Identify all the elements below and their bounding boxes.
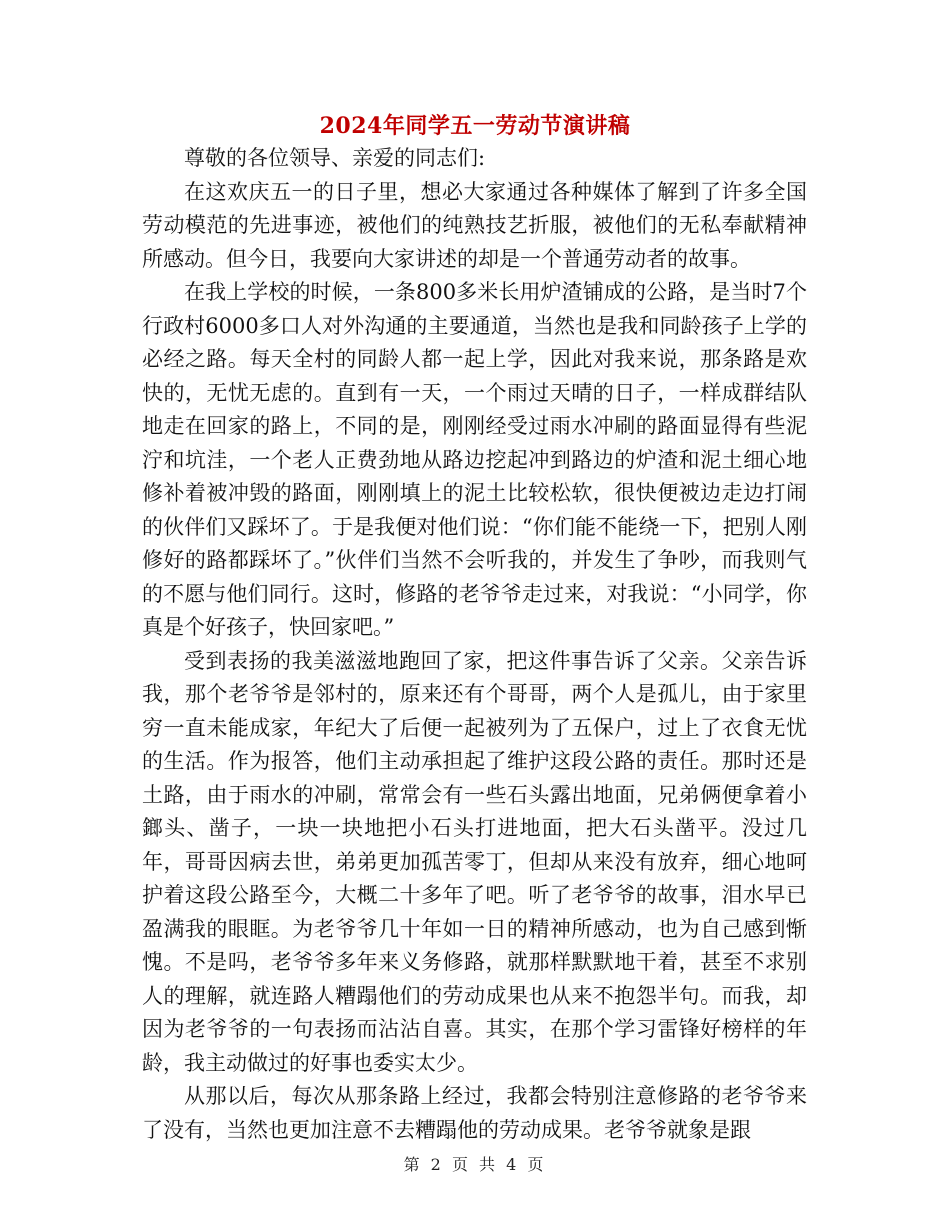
paragraph-2: 在我上学校的时候，一条800多米长用炉渣铺成的公路，是当时7个行政村6000多口人对外沟通的主要通道，当然也是我和同龄孩子上学的必经之路。每天全村的同龄人都一起上学，因此对我来说，那条路是欢快的，无忧无虑的。直到有一天，一个雨过天晴的日子，一样成群结队地走在回家的路上，不同的是，刚刚经受过雨水冲刷的路面显得有些泥泞和坑洼，一个老人正费劲地从路边挖起冲到路边的炉渣和泥土细心地修补着被冲毁的路面，刚刚填上的泥土比较松软，很快便被边走边打闹的伙伴们又踩坏了。于是我便对他们说：“你们能不能绕一下，把别人刚修好的路都踩坏了。”伙伴们当然不会听我的，并发生了争吵，而我则气的不愿与他们同行。这时，修路的老爷爷走过来，对我说：“小同学，你真是个好孩子，快回家吧。” (142, 280, 807, 639)
paragraph-3: 受到表扬的我美滋滋地跑回了家，把这件事告诉了父亲。父亲告诉我，那个老爷爷是邻村的，原来还有个哥哥，两个人是孤儿，由于家里穷一直未能成家，年纪大了后便一起被列为了五保户，过上了衣食无忧的生活。作为报答，他们主动承担起了维护这段公路的责任。那时还是土路，由于雨水的冲刷，常常会有一些石头露出地面，兄弟俩便拿着小鎯头、凿子，一块一块地把小石头打进地面，把大石头凿平。没过几年，哥哥因病去世，弟弟更加孤苦零丁，但却从来没有放弃，细心地呵护着这段公路至今，大概二十多年了吧。听了老爷爷的故事，泪水早已盈满我的眼眶。为老爷爷几十年如一日的精神所感动，也为自己感到惭愧。不是吗，老爷爷多年来义务修路，就那样默默地干着，甚至不求别人的理解，就连路人糟蹋他们的劳动成果也从来不抱怨半句。而我，却因为老爷爷的一句表扬而沾沾自喜。其实，在那个学习雷锋好榜样的年龄，我主动做过的好事也委实太少。 (142, 648, 807, 1075)
document-body (142, 142, 807, 1147)
document-title: 2024年同学五一劳动节演讲稿 (319, 113, 631, 139)
paragraph-1: 在这欢庆五一的日子里，想必大家通过各种媒体了解到了许多全国劳动模范的先进事迹，被他们的纯熟技艺折服，被他们的无私奉献精神所感动。但今日，我要向大家讲述的却是一个普通劳动者的故事。 (142, 179, 807, 271)
paragraph-4: 从那以后，每次从那条路上经过，我都会特别注意修路的老爷爷来了没有，当然也更加注意不去糟蹋他的劳动成果。老爷爷就象是跟 (142, 1084, 807, 1142)
salutation: 尊敬的各位领导、亲爱的同志们: (184, 146, 486, 170)
page-number-footer: 第 2 页 共 4 页 (403, 1155, 547, 1174)
